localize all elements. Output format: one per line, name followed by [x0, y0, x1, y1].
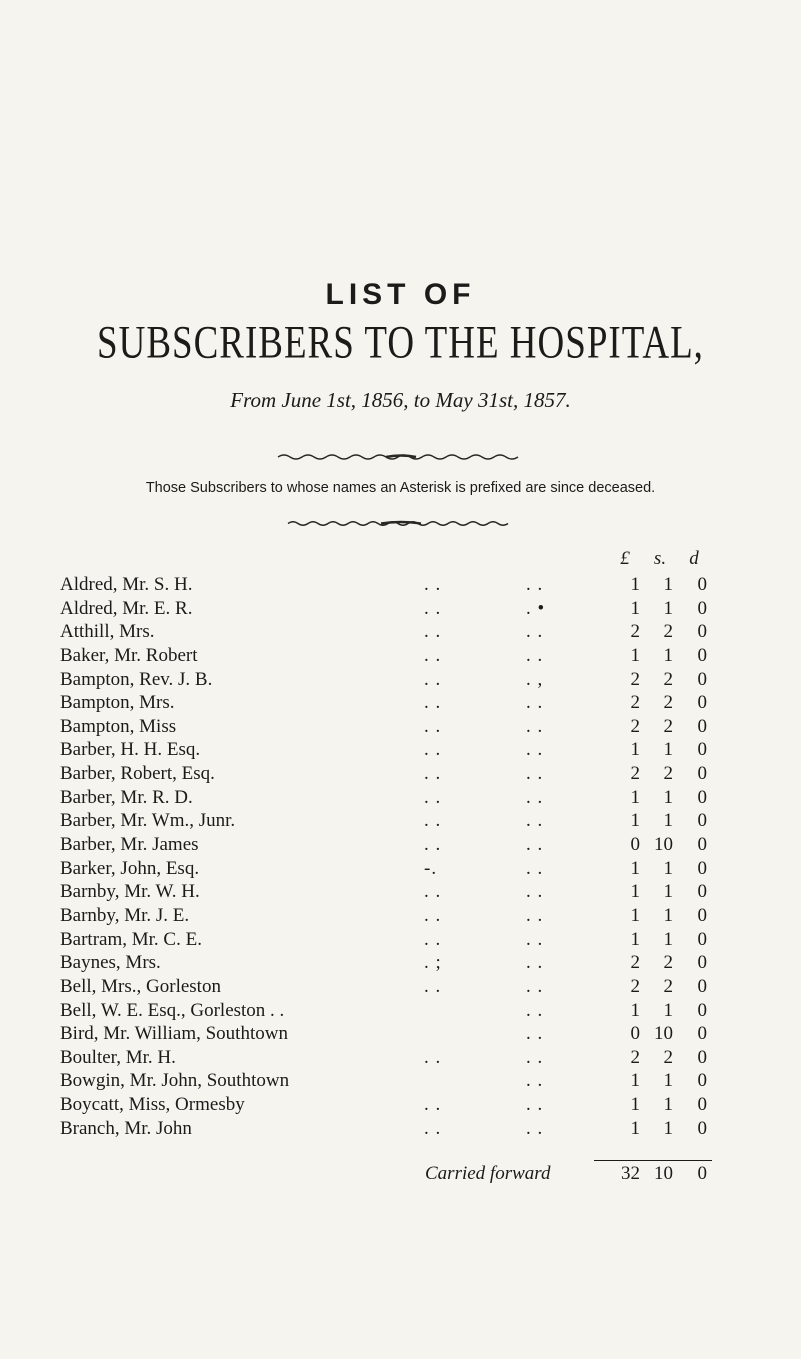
- shillings-amount: 1: [663, 881, 673, 903]
- leader-dots: . .: [424, 621, 442, 643]
- pence-amount: 0: [697, 574, 707, 595]
- subscriber-row: [0, 999, 801, 1023]
- subscriber-row: [0, 620, 801, 644]
- leader-dots: . .: [526, 1023, 544, 1045]
- subscriber-name: Barber, Mr. Wm., Junr.: [60, 810, 236, 832]
- pounds-amount: 1: [630, 644, 640, 666]
- leader-dots: . .: [526, 574, 544, 595]
- leader-dots: . .: [424, 810, 442, 832]
- subscriber-name: Barber, Mr. James: [60, 834, 199, 856]
- leader-dots: . .: [526, 621, 544, 643]
- subscribers-title: SUBSCRIBERS TO THE HOSPITAL,: [97, 317, 704, 369]
- pence-amount: 0: [697, 1117, 707, 1139]
- leader-dots: . .: [526, 786, 544, 808]
- subscriber-name: Barber, H. H. Esq.: [60, 739, 201, 761]
- shillings-amount: 1: [663, 786, 673, 808]
- subscriber-row: [0, 597, 801, 621]
- subscriber-name: Bampton, Mrs.: [60, 692, 175, 714]
- leader-dots: . .: [424, 786, 442, 808]
- carried-forward-row: [0, 1162, 801, 1186]
- subscriber-row: [0, 644, 801, 668]
- pence-amount: 0: [697, 621, 707, 643]
- carried-forward-label: Carried forward: [425, 1163, 551, 1184]
- subscriber-row: [0, 691, 801, 715]
- shillings-amount: 1: [663, 739, 673, 761]
- pence-amount: 0: [697, 952, 707, 974]
- leader-dots: . .: [526, 834, 544, 856]
- subscriber-row: [0, 809, 801, 833]
- subscriber-row: [0, 786, 801, 810]
- pounds-amount: 1: [630, 1094, 640, 1116]
- shillings-amount: 1: [663, 574, 673, 595]
- subscriber-name: Bird, Mr. William, Southtown: [60, 1023, 288, 1045]
- subscriber-row: [0, 880, 801, 904]
- subscriber-row: [0, 1022, 801, 1046]
- total-pence: 0: [697, 1163, 707, 1184]
- shillings-amount: 1: [663, 904, 673, 926]
- pounds-amount: 1: [630, 810, 640, 832]
- subscriber-row: [0, 904, 801, 928]
- leader-dots: . ,: [526, 668, 544, 690]
- leader-dots: . •: [526, 597, 546, 619]
- pounds-amount: 2: [630, 621, 640, 643]
- subscriber-row: [0, 951, 801, 975]
- subscriber-row: [0, 1117, 801, 1141]
- subscriber-name: Bell, Mrs., Gorleston: [60, 975, 221, 997]
- leader-dots: . .: [526, 881, 544, 903]
- leader-dots: . ;: [424, 952, 442, 974]
- leader-dots: . .: [526, 810, 544, 832]
- pounds-amount: 1: [630, 1117, 640, 1139]
- subscriber-row: [0, 762, 801, 786]
- leader-dots: . .: [526, 1117, 544, 1139]
- leader-dots: . .: [526, 952, 544, 974]
- subscriber-row: [0, 715, 801, 739]
- pounds-amount: 1: [630, 904, 640, 926]
- pence-amount: 0: [697, 904, 707, 926]
- pence-amount: 0: [697, 597, 707, 619]
- subscriber-name: Branch, Mr. John: [60, 1117, 192, 1139]
- leader-dots: . .: [526, 692, 544, 714]
- subscriber-row: [0, 833, 801, 857]
- pence-amount: 0: [697, 975, 707, 997]
- shillings-amount: 2: [663, 952, 673, 974]
- leader-dots: . .: [526, 739, 544, 761]
- subscriber-row: [0, 1093, 801, 1117]
- pence-amount: 0: [697, 692, 707, 714]
- pence-column-header: d: [689, 548, 699, 569]
- pounds-amount: 1: [630, 1070, 640, 1092]
- pounds-amount: 2: [630, 715, 640, 737]
- pence-amount: 0: [697, 810, 707, 832]
- pence-amount: 0: [697, 1023, 707, 1045]
- pence-amount: 0: [697, 857, 707, 879]
- pence-amount: 0: [697, 668, 707, 690]
- leader-dots: . .: [424, 881, 442, 903]
- subscriber-row: [0, 668, 801, 692]
- leader-dots: . .: [526, 715, 544, 737]
- shillings-amount: 1: [663, 1117, 673, 1139]
- shillings-amount: 2: [663, 1046, 673, 1068]
- total-shillings: 10: [654, 1163, 673, 1184]
- subscriber-name: Bampton, Rev. J. B.: [60, 668, 213, 690]
- pence-amount: 0: [697, 834, 707, 856]
- subscriber-name: Aldred, Mr. S. H.: [60, 574, 193, 595]
- leader-dots: . .: [424, 834, 442, 856]
- subscriber-name: Boycatt, Miss, Ormesby: [60, 1094, 245, 1116]
- pounds-amount: 1: [630, 739, 640, 761]
- leader-dots: . .: [526, 857, 544, 879]
- subscriber-name: Barker, John, Esq.: [60, 857, 200, 879]
- shillings-amount: 1: [663, 1070, 673, 1092]
- leader-dots: . .: [424, 692, 442, 714]
- deceased-note: Those Subscribers to whose names an Asterisk is prefixed are since deceased.: [145, 480, 656, 496]
- list-heading: LIST OF: [325, 278, 476, 311]
- subscriber-name: Atthill, Mrs.: [60, 621, 155, 643]
- shillings-amount: 1: [663, 999, 673, 1021]
- pence-amount: 0: [697, 999, 707, 1021]
- leader-dots: . .: [424, 597, 442, 619]
- pence-amount: 0: [697, 928, 707, 950]
- pounds-amount: 0: [630, 834, 640, 856]
- leader-dots: . .: [424, 928, 442, 950]
- subscriber-name: Baker, Mr. Robert: [60, 644, 198, 666]
- subscriber-list: [0, 573, 801, 1140]
- pounds-amount: 1: [630, 928, 640, 950]
- pounds-amount: 2: [630, 692, 640, 714]
- pounds-amount: 1: [630, 881, 640, 903]
- subscriber-name: Aldred, Mr. E. R.: [60, 597, 193, 619]
- leader-dots: . .: [526, 928, 544, 950]
- leader-dots: . .: [424, 574, 442, 595]
- shillings-amount: 1: [663, 644, 673, 666]
- leader-dots: . .: [424, 644, 442, 666]
- subscriber-row: [0, 1046, 801, 1070]
- ornamental-rule-top: [0, 448, 801, 466]
- subscriber-name: Barber, Mr. R. D.: [60, 786, 193, 808]
- pence-amount: 0: [697, 1070, 707, 1092]
- subscriber-row: [0, 975, 801, 999]
- leader-dots: . .: [526, 1094, 544, 1116]
- leader-dots: . .: [526, 904, 544, 926]
- shillings-amount: 2: [663, 621, 673, 643]
- subscriber-row: [0, 573, 801, 597]
- leader-dots: . .: [526, 644, 544, 666]
- leader-dots: . .: [424, 1046, 442, 1068]
- pounds-amount: 1: [630, 786, 640, 808]
- leader-dots: . .: [526, 999, 544, 1021]
- pounds-amount: 1: [630, 999, 640, 1021]
- pence-amount: 0: [697, 881, 707, 903]
- shillings-amount: 10: [654, 1023, 673, 1045]
- total-pounds: 32: [621, 1163, 640, 1184]
- leader-dots: . .: [424, 715, 442, 737]
- pounds-amount: 2: [630, 1046, 640, 1068]
- pounds-column-header: £: [620, 548, 630, 569]
- ornamental-rule-bottom: [0, 514, 801, 532]
- pence-amount: 0: [697, 739, 707, 761]
- shillings-amount: 1: [663, 857, 673, 879]
- period-subtitle: From June 1st, 1856, to May 31st, 1857.: [230, 388, 571, 412]
- shillings-amount: 1: [663, 810, 673, 832]
- pence-amount: 0: [697, 763, 707, 785]
- leader-dots: . .: [424, 763, 442, 785]
- leader-dots: . .: [526, 1070, 544, 1092]
- shillings-column-header: s.: [653, 548, 667, 569]
- pence-amount: 0: [697, 715, 707, 737]
- shillings-amount: 2: [663, 715, 673, 737]
- leader-dots: . .: [424, 975, 442, 997]
- pounds-amount: 2: [630, 763, 640, 785]
- subscriber-row: [0, 857, 801, 881]
- subscriber-row: [0, 928, 801, 952]
- pence-amount: 0: [697, 786, 707, 808]
- shillings-amount: 2: [663, 668, 673, 690]
- subscriber-name: Bampton, Miss: [60, 715, 177, 737]
- pounds-amount: 0: [630, 1023, 640, 1045]
- subscriber-name: Barber, Robert, Esq.: [60, 763, 215, 785]
- subscriber-name: Barnby, Mr. J. E.: [60, 904, 190, 926]
- shillings-amount: 2: [663, 975, 673, 997]
- subscriber-row: [0, 738, 801, 762]
- leader-dots: . .: [526, 1046, 544, 1068]
- pounds-amount: 2: [630, 975, 640, 997]
- shillings-amount: 1: [663, 928, 673, 950]
- subscriber-name: Boulter, Mr. H.: [60, 1046, 176, 1068]
- leader-dots: . .: [424, 668, 442, 690]
- shillings-amount: 1: [663, 1094, 673, 1116]
- leader-dots: . .: [424, 1117, 442, 1139]
- leader-dots: . .: [526, 975, 544, 997]
- pounds-amount: 1: [630, 597, 640, 619]
- shillings-amount: 1: [663, 597, 673, 619]
- shillings-amount: 2: [663, 763, 673, 785]
- subscriber-row: [0, 1069, 801, 1093]
- pounds-amount: 2: [630, 668, 640, 690]
- subscriber-name: Bartram, Mr. C. E.: [60, 928, 202, 950]
- total-rule: [594, 1160, 712, 1161]
- subscriber-name: Bell, W. E. Esq., Gorleston . .: [60, 999, 285, 1021]
- pence-amount: 0: [697, 644, 707, 666]
- pounds-amount: 1: [630, 574, 640, 595]
- leader-dots: . .: [424, 739, 442, 761]
- subscriber-name: Baynes, Mrs.: [60, 952, 161, 974]
- subscriber-name: Bowgin, Mr. John, Southtown: [60, 1070, 290, 1092]
- pence-amount: 0: [697, 1094, 707, 1116]
- shillings-amount: 2: [663, 692, 673, 714]
- leader-dots: . .: [424, 1094, 442, 1116]
- pounds-amount: 2: [630, 952, 640, 974]
- subscriber-name: Barnby, Mr. W. H.: [60, 881, 200, 903]
- leader-dots: . .: [424, 904, 442, 926]
- leader-dots: . .: [526, 763, 544, 785]
- pounds-amount: 1: [630, 857, 640, 879]
- leader-dots: -.: [424, 857, 438, 879]
- shillings-amount: 10: [654, 834, 673, 856]
- pence-amount: 0: [697, 1046, 707, 1068]
